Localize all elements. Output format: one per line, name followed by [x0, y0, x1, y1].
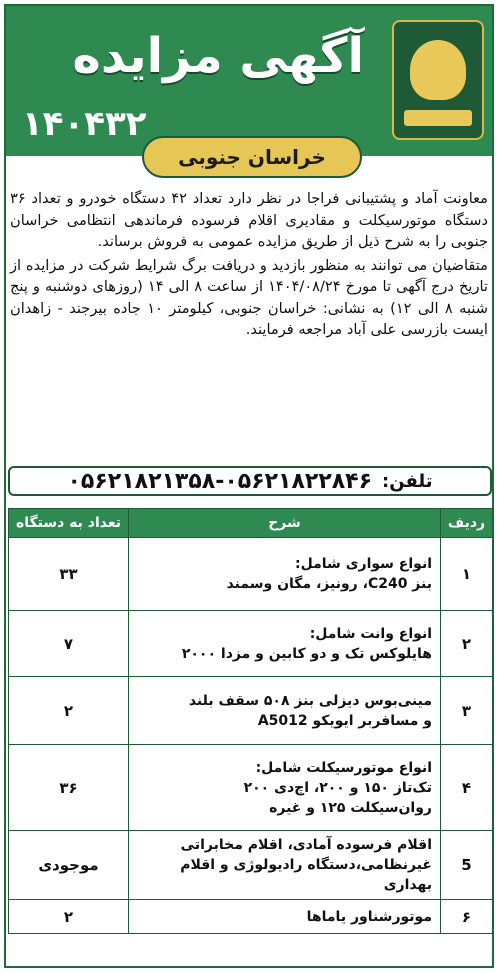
row-count: ۳۶	[9, 745, 129, 831]
table-row	[9, 900, 493, 934]
emblem-shield	[410, 40, 466, 100]
ad-body	[10, 188, 488, 341]
ad-title: آگهی مزایده	[72, 28, 364, 84]
table-row	[9, 745, 493, 831]
row-number: ۴	[441, 745, 493, 831]
row-description-line: اقلام فرسوده آمادی، اقلام مخابراتی	[180, 837, 432, 853]
row-description	[129, 831, 441, 900]
row-number: ۲	[441, 611, 493, 677]
ad-number: ۱۴۰۴۳۲	[22, 104, 147, 144]
row-count: موجودی	[9, 831, 129, 900]
body-paragraph-2: متقاضیان می توانند به منظور بازدید و دریافت برگ شرایط شرکت در مزایده از تاریخ درج آگهی تا مورخ ۱۴۰۴/۰۸/۲۴ از ساعت ۸ الی ۱۴ (روزهای دوشنبه و پنج شنبه ۸ الی ۱۲) به نشانی: خراسان جنوبی، کیلومتر ۱۰ جاده بیرجند - زاهدان ایست بازرسی علی آباد مراجعه فرمایند.	[10, 256, 488, 338]
table-row	[9, 831, 493, 900]
row-description-line: هایلوکس تک و دو کابین و مزدا ۲۰۰۰	[181, 645, 432, 662]
row-number: ۶	[441, 900, 493, 934]
row-description	[129, 611, 441, 677]
row-description-line: انواع سواری شامل:	[295, 556, 432, 572]
row-number: 5	[441, 831, 493, 900]
row-count: ۷	[9, 611, 129, 677]
phone-label: تلفن:	[382, 470, 433, 492]
phone-bar	[8, 466, 492, 496]
row-description	[129, 900, 441, 934]
row-description-line: روان‌سیکلت ۱۲۵ و غیره	[269, 799, 432, 816]
row-description-line: مینی‌بوس دیزلی بنز ۵۰۸ سقف بلند	[188, 692, 432, 709]
row-description-line: و مسافربر ایویکو A5012	[257, 712, 432, 729]
row-count: ۲	[9, 677, 129, 745]
ad-header	[6, 6, 492, 186]
row-description	[129, 677, 441, 745]
row-description	[129, 538, 441, 611]
row-description	[129, 745, 441, 831]
phone-number[interactable]: ۰۵۶۲۱۸۲۱۳۵۸-۰۵۶۲۱۸۲۲۸۴۶	[67, 468, 373, 494]
row-description-line: انواع وانت شامل:	[309, 625, 432, 642]
police-emblem-icon	[392, 20, 484, 140]
items-table	[8, 508, 493, 934]
row-description-line: تک‌تاز ۱۵۰ و ۲۰۰، اچ‌دی ۲۰۰	[243, 779, 432, 796]
row-count: ۳۳	[9, 538, 129, 611]
row-number: ۱	[441, 538, 493, 611]
row-description-line: انواع موتورسیکلت شامل:	[255, 759, 432, 776]
row-count: ۲	[9, 900, 129, 934]
table-row	[9, 538, 493, 611]
row-description-line: بنز C240، رونیز، مگان وسمند	[226, 576, 432, 592]
row-number: ۳	[441, 677, 493, 745]
body-paragraph-1: معاونت آماد و پشتیبانی فراجا در نظر دارد تعداد ۴۲ دستگاه خودرو و تعداد ۳۶ دستگاه موتورسیکلت و مقادیری اقلام فرسوده فرماندهی انتظامی خراسان جنوبی را به شرح ذیل از طریق مزایده عمومی به فروش برساند.	[10, 190, 488, 250]
table-header-row	[9, 509, 493, 538]
header-row-number: ردیف	[441, 509, 493, 538]
row-description-line: غیرنظامی،دستگاه رادیولوژی و اقلام بهداری	[180, 857, 432, 893]
emblem-ribbon	[404, 110, 472, 126]
table-row	[9, 611, 493, 677]
row-description-line: موتورشناور یاماها	[306, 908, 432, 925]
region-badge: خراسان جنوبی	[142, 136, 362, 178]
header-description: شرح	[129, 509, 441, 538]
header-count: تعداد به دستگاه	[9, 509, 129, 538]
table-row	[9, 677, 493, 745]
